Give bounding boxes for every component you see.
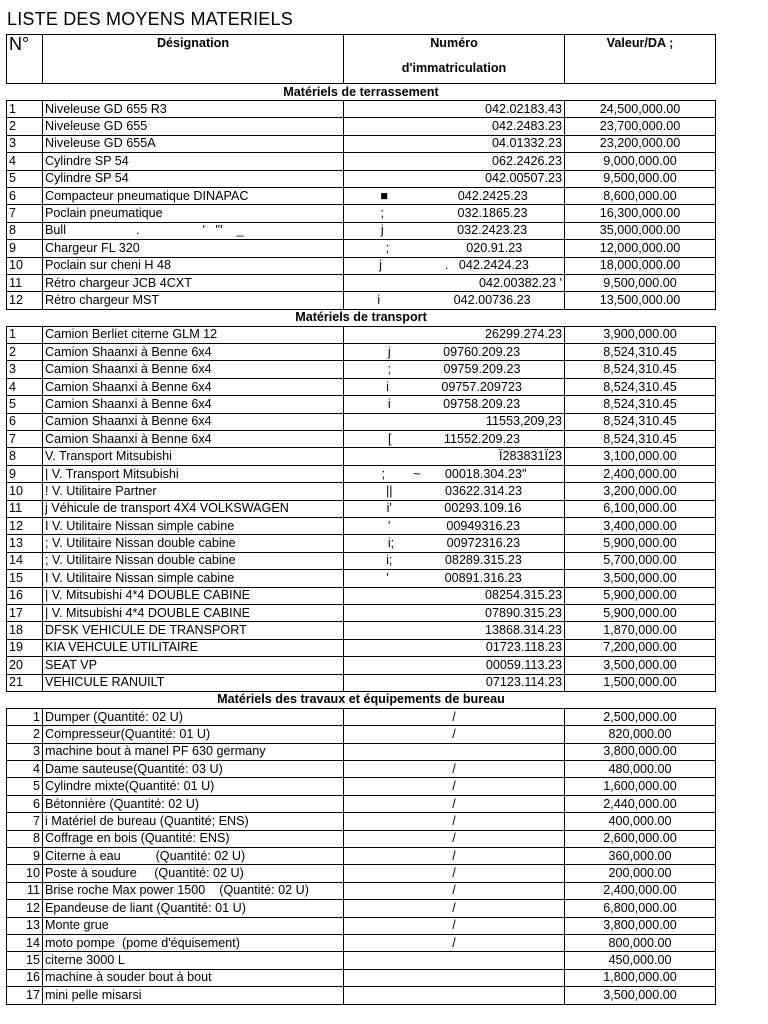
table-row [7, 987, 716, 1004]
row-designation: Camion Shaanxi à Benne 6x4 [43, 396, 344, 413]
row-registration: i; 00972316.23 [344, 535, 565, 552]
row-registration: 07890.315.23 [344, 604, 565, 621]
row-registration: ; ~ 00018.304.23" [344, 465, 565, 482]
row-registration: / [344, 708, 565, 725]
row-value: 1,600,000.00 [565, 778, 716, 795]
row-value: 2,400,000.00 [565, 882, 716, 899]
row-value: 13,500,000.00 [565, 292, 716, 309]
section-header [7, 309, 716, 326]
row-value: 8,524,310.45 [565, 361, 716, 378]
row-number: 3 [7, 135, 43, 152]
row-registration: / [344, 934, 565, 951]
table-row [7, 657, 716, 674]
row-number: 12 [7, 517, 43, 534]
row-value: 12,000,000.00 [565, 240, 716, 257]
row-number: 10 [7, 257, 43, 274]
table-row [7, 934, 716, 951]
row-registration: j . 042.2424.23 [344, 257, 565, 274]
section-header [7, 84, 716, 101]
row-designation: DFSK VEHICULE DE TRANSPORT [43, 622, 344, 639]
row-designation: Monte grue [43, 917, 344, 934]
row-number: 7 [7, 431, 43, 448]
row-number: 14 [7, 552, 43, 569]
row-value: 480,000.00 [565, 761, 716, 778]
row-designation: Epandeuse de liant (Quantité: 01 U) [43, 900, 344, 917]
row-number: 7 [7, 813, 43, 830]
row-number: 4 [7, 153, 43, 170]
table-row [7, 848, 716, 865]
row-registration [344, 987, 565, 1004]
row-designation: SEAT VP [43, 657, 344, 674]
row-designation: Camion Shaanxi à Benne 6x4 [43, 361, 344, 378]
row-registration: / [344, 795, 565, 812]
row-designation: Dame sauteuse(Quantité: 03 U) [43, 761, 344, 778]
row-value: 200,000.00 [565, 865, 716, 882]
row-number: 1 [7, 101, 43, 118]
table-row [7, 483, 716, 500]
table-row [7, 431, 716, 448]
row-registration: ' 00891.316.23 [344, 570, 565, 587]
table-row [7, 517, 716, 534]
section-header [7, 691, 716, 708]
section-title: Matériels des travaux et équipements de bureau [7, 691, 716, 708]
row-registration: 07123.114.23 [344, 674, 565, 691]
row-number: 15 [7, 952, 43, 969]
row-designation: I V. Utilitaire Nissan simple cabine [43, 517, 344, 534]
row-number: 17 [7, 987, 43, 1004]
table-row [7, 135, 716, 152]
row-number: 2 [7, 118, 43, 135]
row-registration: ; 032.1865.23 [344, 205, 565, 222]
row-registration: / [344, 865, 565, 882]
row-registration: 26299.274.23 [344, 326, 565, 343]
row-number: 17 [7, 604, 43, 621]
row-registration: || 03622.314.23 [344, 483, 565, 500]
table-row [7, 604, 716, 621]
row-number: 9 [7, 465, 43, 482]
row-value: 1,500,000.00 [565, 674, 716, 691]
row-number: 3 [7, 743, 43, 760]
row-value: 360,000.00 [565, 848, 716, 865]
table-row [7, 413, 716, 430]
page-title: LISTE DES MOYENS MATERIELS [7, 9, 293, 29]
row-registration: / [344, 848, 565, 865]
row-value: 1,870,000.00 [565, 622, 716, 639]
row-value: 800,000.00 [565, 934, 716, 951]
row-designation: Rétro chargeur JCB 4CXT [43, 274, 344, 291]
table-row [7, 101, 716, 118]
row-designation: Poclain sur cheni H 48 [43, 257, 344, 274]
row-registration: / [344, 882, 565, 899]
table-row [7, 882, 716, 899]
row-designation: machine à souder bout à bout [43, 969, 344, 986]
row-value: 3,200,000.00 [565, 483, 716, 500]
row-number: 5 [7, 778, 43, 795]
row-number: 19 [7, 639, 43, 656]
row-number: 6 [7, 413, 43, 430]
header-numero-label: Numéro [430, 36, 478, 50]
row-number: 21 [7, 674, 43, 691]
row-number: 1 [7, 708, 43, 725]
row-value: 3,500,000.00 [565, 987, 716, 1004]
row-registration: / [344, 778, 565, 795]
row-designation: Niveleuse GD 655 [43, 118, 344, 135]
row-number: 2 [7, 726, 43, 743]
header-row [7, 35, 716, 84]
table-row [7, 917, 716, 934]
row-value: 24,500,000.00 [565, 101, 716, 118]
row-number: 4 [7, 761, 43, 778]
row-designation: Citerne à eau (Quantité: 02 U) [43, 848, 344, 865]
row-designation: citerne 3000 L [43, 952, 344, 969]
row-value: 9,000,000.00 [565, 153, 716, 170]
row-number: 13 [7, 917, 43, 934]
header-no: N° [7, 35, 43, 84]
row-designation: Cylindre mixte(Quantité: 01 U) [43, 778, 344, 795]
row-registration: i; 08289.315.23 [344, 552, 565, 569]
table-row [7, 900, 716, 917]
row-designation: Bétonnière (Quantité: 02 U) [43, 795, 344, 812]
table-row [7, 813, 716, 830]
row-value: 6,100,000.00 [565, 500, 716, 517]
row-number: 10 [7, 865, 43, 882]
row-designation: Niveleuse GD 655A [43, 135, 344, 152]
table-row [7, 674, 716, 691]
table-row [7, 465, 716, 482]
row-registration: 042.00382.23 ' [344, 274, 565, 291]
table-row [7, 222, 716, 239]
row-registration: 042.2483.23 [344, 118, 565, 135]
row-number: 3 [7, 361, 43, 378]
table-row [7, 361, 716, 378]
table-row [7, 830, 716, 847]
row-designation: | V. Transport Mitsubishi [43, 465, 344, 482]
row-registration: / [344, 726, 565, 743]
row-registration: / [344, 813, 565, 830]
row-number: 1 [7, 326, 43, 343]
row-registration: 042.00507.23 [344, 170, 565, 187]
row-registration: [ 11552.209.23 [344, 431, 565, 448]
table-row [7, 153, 716, 170]
row-registration: j 09760.209.23 [344, 344, 565, 361]
table-row [7, 795, 716, 812]
table-row [7, 570, 716, 587]
row-value: 2,440,000.00 [565, 795, 716, 812]
row-value: 8,600,000.00 [565, 187, 716, 204]
row-designation: Camion Shaanxi à Benne 6x4 [43, 378, 344, 395]
row-number: 12 [7, 900, 43, 917]
row-designation: Rétro chargeur MST [43, 292, 344, 309]
header-designation: Désignation [43, 35, 344, 84]
row-value: 7,200,000.00 [565, 639, 716, 656]
row-value: 8,524,310.45 [565, 378, 716, 395]
row-value: 3,100,000.00 [565, 448, 716, 465]
table-row [7, 778, 716, 795]
row-designation: Camion Shaanxi à Benne 6x4 [43, 413, 344, 430]
table-row [7, 187, 716, 204]
table-row [7, 396, 716, 413]
table-row [7, 743, 716, 760]
row-registration: ■ 042.2425.23 [344, 187, 565, 204]
table-row [7, 292, 716, 309]
row-number: 5 [7, 170, 43, 187]
row-value: 18,000,000.00 [565, 257, 716, 274]
row-registration: / [344, 761, 565, 778]
table-row [7, 952, 716, 969]
row-registration: / [344, 900, 565, 917]
row-designation: KIA VEHCULE UTILITAIRE [43, 639, 344, 656]
row-registration [344, 952, 565, 969]
row-number: 12 [7, 292, 43, 309]
row-designation: Camion Berliet citerne GLM 12 [43, 326, 344, 343]
row-registration: i 09758.209.23 [344, 396, 565, 413]
row-value: 9,500,000.00 [565, 170, 716, 187]
table-row [7, 170, 716, 187]
table-row [7, 205, 716, 222]
row-designation: ; V. Utilitaire Nissan double cabine [43, 535, 344, 552]
row-number: 9 [7, 240, 43, 257]
row-number: 8 [7, 830, 43, 847]
row-designation: Chargeur FL 320 [43, 240, 344, 257]
row-value: 2,500,000.00 [565, 708, 716, 725]
row-number: 11 [7, 882, 43, 899]
row-registration: i' 00293.109.16 [344, 500, 565, 517]
row-designation: ; V. Utilitaire Nissan double cabine [43, 552, 344, 569]
row-registration: ' 00949316.23 [344, 517, 565, 534]
row-value: 8,524,310.45 [565, 431, 716, 448]
row-value: 2,400,000.00 [565, 465, 716, 482]
table-row [7, 448, 716, 465]
row-designation: Poclain pneumatique [43, 205, 344, 222]
row-number: 11 [7, 500, 43, 517]
table-row [7, 761, 716, 778]
row-value: 23,200,000.00 [565, 135, 716, 152]
section-title: Matériels de terrassement [7, 84, 716, 101]
row-designation: Camion Shaanxi à Benne 6x4 [43, 344, 344, 361]
row-value: 3,500,000.00 [565, 570, 716, 587]
row-registration: ; 020.91.23 [344, 240, 565, 257]
row-designation: mini pelle misarsi [43, 987, 344, 1004]
table-row [7, 726, 716, 743]
row-value: 8,524,310.45 [565, 413, 716, 430]
row-designation: Brise roche Max power 1500 (Quantité: 02 U) [43, 882, 344, 899]
row-value: 9,500,000.00 [565, 274, 716, 291]
row-value: 5,900,000.00 [565, 535, 716, 552]
row-value: 5,900,000.00 [565, 587, 716, 604]
row-designation: I V. Utilitaire Nissan simple cabine [43, 570, 344, 587]
equipment-table [6, 34, 716, 1005]
row-number: 5 [7, 396, 43, 413]
row-designation: Compacteur pneumatique DINAPAC [43, 187, 344, 204]
row-value: 3,800,000.00 [565, 743, 716, 760]
row-registration: / [344, 917, 565, 934]
row-registration: 04.01332.23 [344, 135, 565, 152]
row-number: 15 [7, 570, 43, 587]
row-registration: 08254.315.23 [344, 587, 565, 604]
row-registration: j 032.2423.23 [344, 222, 565, 239]
row-value: 16,300,000.00 [565, 205, 716, 222]
table-row [7, 535, 716, 552]
table-row [7, 500, 716, 517]
row-designation: ! V. Utilitaire Partner [43, 483, 344, 500]
row-registration: 13868.314.23 [344, 622, 565, 639]
row-number: 13 [7, 535, 43, 552]
row-designation: j Véhicule de transport 4X4 VOLKSWAGEN [43, 500, 344, 517]
row-value: 3,400,000.00 [565, 517, 716, 534]
row-number: 14 [7, 934, 43, 951]
row-value: 35,000,000.00 [565, 222, 716, 239]
row-number: 10 [7, 483, 43, 500]
row-number: 16 [7, 969, 43, 986]
row-number: 9 [7, 848, 43, 865]
row-registration: 00059.113.23 [344, 657, 565, 674]
row-designation: Camion Shaanxi à Benne 6x4 [43, 431, 344, 448]
row-number: 4 [7, 378, 43, 395]
row-value: 8,524,310.45 [565, 344, 716, 361]
row-registration: i 09757.209723 [344, 378, 565, 395]
row-designation: Dumper (Quantité: 02 U) [43, 708, 344, 725]
row-designation: VEHICULE RANUILT [43, 674, 344, 691]
row-designation: Poste à soudure (Quantité: 02 U) [43, 865, 344, 882]
row-number: 16 [7, 587, 43, 604]
row-designation: Cylindre SP 54 [43, 153, 344, 170]
table-row [7, 378, 716, 395]
row-registration [344, 969, 565, 986]
row-designation: machine bout à manel PF 630 germany [43, 743, 344, 760]
row-designation: | V. Mitsubishi 4*4 DOUBLE CABINE [43, 587, 344, 604]
header-immatriculation-label: d'immatriculation [401, 61, 507, 75]
row-value: 3,900,000.00 [565, 326, 716, 343]
header-valeur: Valeur/DA ; [565, 35, 716, 84]
row-registration: 11553,209,23 [344, 413, 565, 430]
row-value: 3,800,000.00 [565, 917, 716, 934]
row-value: 3,500,000.00 [565, 657, 716, 674]
row-registration: 062.2426.23 [344, 153, 565, 170]
row-designation: i Matériel de bureau (Quantité; ENS) [43, 813, 344, 830]
row-value: 8,524,310.45 [565, 396, 716, 413]
table-row [7, 118, 716, 135]
row-value: 5,900,000.00 [565, 604, 716, 621]
row-number: 8 [7, 222, 43, 239]
row-value: 5,700,000.00 [565, 552, 716, 569]
table-row [7, 552, 716, 569]
table-row [7, 344, 716, 361]
row-designation: Niveleuse GD 655 R3 [43, 101, 344, 118]
row-registration: 042.02183.43 [344, 101, 565, 118]
row-registration: 01723.118.23 [344, 639, 565, 656]
row-value: 450,000.00 [565, 952, 716, 969]
table-row [7, 639, 716, 656]
table-row [7, 708, 716, 725]
table-row [7, 274, 716, 291]
row-designation: V. Transport Mitsubishi [43, 448, 344, 465]
row-value: 820,000.00 [565, 726, 716, 743]
row-designation: Bull . ' ''' _ [43, 222, 344, 239]
row-registration: i 042.00736.23 [344, 292, 565, 309]
table-body [7, 35, 716, 1005]
row-registration: Ï283831Ï23 [344, 448, 565, 465]
row-value: 23,700,000.00 [565, 118, 716, 135]
row-value: 6,800,000.00 [565, 900, 716, 917]
row-number: 20 [7, 657, 43, 674]
row-number: 6 [7, 187, 43, 204]
row-value: 2,600,000.00 [565, 830, 716, 847]
table-row [7, 865, 716, 882]
header-numero [344, 35, 565, 84]
row-designation: Compresseur(Quantité: 01 U) [43, 726, 344, 743]
section-title: Matériels de transport [7, 309, 716, 326]
row-number: 7 [7, 205, 43, 222]
row-number: 18 [7, 622, 43, 639]
row-designation: Cylindre SP 54 [43, 170, 344, 187]
row-registration: / [344, 830, 565, 847]
table-row [7, 622, 716, 639]
row-designation: moto pompe (pome d'équisement) [43, 934, 344, 951]
row-designation: Coffrage en bois (Quantité: ENS) [43, 830, 344, 847]
row-number: 6 [7, 795, 43, 812]
row-value: 1,800,000.00 [565, 969, 716, 986]
row-registration [344, 743, 565, 760]
row-number: 2 [7, 344, 43, 361]
row-number: 8 [7, 448, 43, 465]
row-value: 400,000.00 [565, 813, 716, 830]
row-number: 11 [7, 274, 43, 291]
row-registration: ; 09759.209.23 [344, 361, 565, 378]
table-row [7, 587, 716, 604]
table-row [7, 326, 716, 343]
table-row [7, 257, 716, 274]
table-row [7, 969, 716, 986]
table-row [7, 240, 716, 257]
row-designation: | V. Mitsubishi 4*4 DOUBLE CABINE [43, 604, 344, 621]
